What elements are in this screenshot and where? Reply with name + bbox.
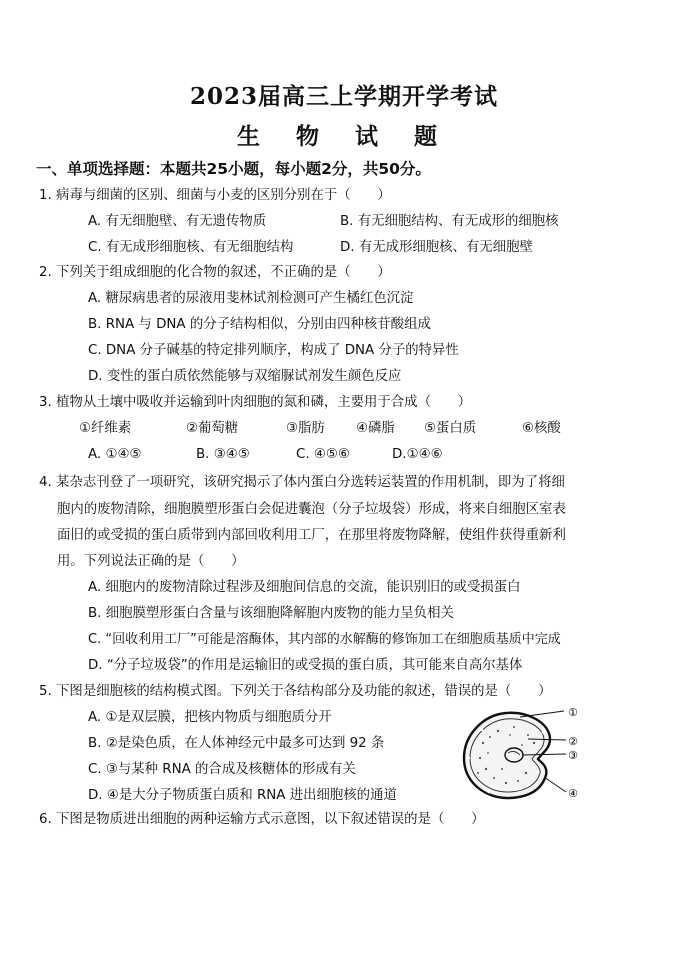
question-3-item-4: ④磷脂: [356, 421, 395, 436]
label-4: ④: [568, 787, 578, 800]
exam-title: 2023届高三上学期开学考试: [189, 83, 498, 110]
question-3-item-5: ⑤蛋白质: [424, 421, 477, 436]
question-5-option-d: D. ④是大分子物质蛋白质和 RNA 进出细胞核的通道: [88, 788, 397, 803]
subject-title: 生 物 试 题: [236, 123, 452, 150]
question-4-stem-line-3: 面旧的或受损的蛋白质带到内部回收利用工厂，在那里将废物降解，使组件获得重新利: [57, 528, 566, 543]
question-1-option-b: B. 有无细胞结构、有无成形的细胞核: [340, 214, 559, 229]
question-3-item-6: ⑥核酸: [522, 421, 561, 436]
question-4-stem-line-1: 4. 某杂志刊登了一项研究，该研究揭示了体内蛋白分选转运装置的作用机制，即为了将细: [39, 475, 565, 490]
question-6-stem: 6. 下图是物质进出细胞的两种运输方式示意图，以下叙述错误的是（ ）: [39, 812, 485, 827]
question-2-option-c: C. DNA 分子碱基的特定排列顺序，构成了 DNA 分子的特异性: [88, 343, 459, 358]
question-3-option-a: A. ①④⑤: [88, 447, 142, 462]
question-5-stem: 5. 下图是细胞核的结构模式图。下列关于各结构部分及功能的叙述，错误的是（ ）: [39, 684, 552, 699]
question-2-option-a: A. 糖尿病患者的尿液用斐林试剂检测可产生橘红色沉淀: [88, 291, 414, 306]
question-5-option-c: C. ③与某种 RNA 的合成及核糖体的形成有关: [88, 762, 356, 777]
question-4-option-c: C. “回收利用工厂”可能是溶酶体，其内部的水解酶的修饰加工在细胞质基质中完成: [88, 632, 561, 647]
question-5-option-b: B. ②是染色质，在人体神经元中最多可达到 92 条: [88, 736, 385, 751]
label-1: ①: [568, 706, 578, 719]
question-1-option-a: A. 有无细胞壁、有无遗传物质: [88, 214, 267, 229]
question-3-option-c: C. ④⑤⑥: [296, 447, 350, 462]
question-3-option-b: B. ③④⑤: [196, 447, 250, 462]
question-3-item-3: ③脂肪: [286, 421, 325, 436]
question-1-stem: 1. 病毒与细菌的区别、细菌与小麦的区别分别在于（ ）: [39, 188, 391, 203]
question-4-option-b: B. 细胞膜塑形蛋白含量与该细胞降解胞内废物的能力呈负相关: [88, 606, 454, 621]
question-2-stem: 2. 下列关于组成细胞的化合物的叙述，不正确的是（ ）: [39, 265, 391, 280]
question-4-stem-line-2: 胞内的废物清除，细胞膜塑形蛋白会促进囊泡（分子垃圾袋）形成，将来自细胞区室表: [57, 502, 566, 517]
question-1-option-d: D. 有无成形细胞核、有无细胞壁: [340, 240, 533, 255]
question-3-item-2: ②葡萄糖: [186, 421, 239, 436]
question-2-option-b: B. RNA 与 DNA 的分子结构相似，分别由四种核苷酸组成: [88, 317, 431, 332]
nuclear-envelope: [464, 713, 550, 798]
question-2-option-d: D. 变性的蛋白质依然能够与双缩脲试剂发生颜色反应: [88, 369, 402, 384]
question-4-option-d: D. “分子垃圾袋”的作用是运输旧的或受损的蛋白质，其可能来自高尔基体: [88, 658, 523, 673]
question-3-stem: 3. 植物从土壤中吸收并运输到叶肉细胞的氮和磷，主要用于合成（ ）: [39, 395, 472, 410]
question-3-option-d: D.①④⑥: [392, 447, 443, 462]
section-heading: 一、单项选择题：本题共25小题，每小题2分，共50分。: [36, 160, 431, 178]
label-2: ②: [568, 735, 578, 748]
nucleus-diagram: [458, 703, 588, 803]
question-3-item-1: ①纤维素: [79, 421, 132, 436]
question-1-option-c: C. 有无成形细胞核、有无细胞结构: [88, 240, 294, 255]
question-5-option-a: A. ①是双层膜，把核内物质与细胞质分开: [88, 710, 332, 725]
question-4-option-a: A. 细胞内的废物清除过程涉及细胞间信息的交流，能识别旧的或受损蛋白: [88, 580, 521, 595]
label-3: ③: [568, 749, 578, 762]
question-4-stem-line-4: 用。下列说法正确的是（ ）: [57, 554, 245, 569]
